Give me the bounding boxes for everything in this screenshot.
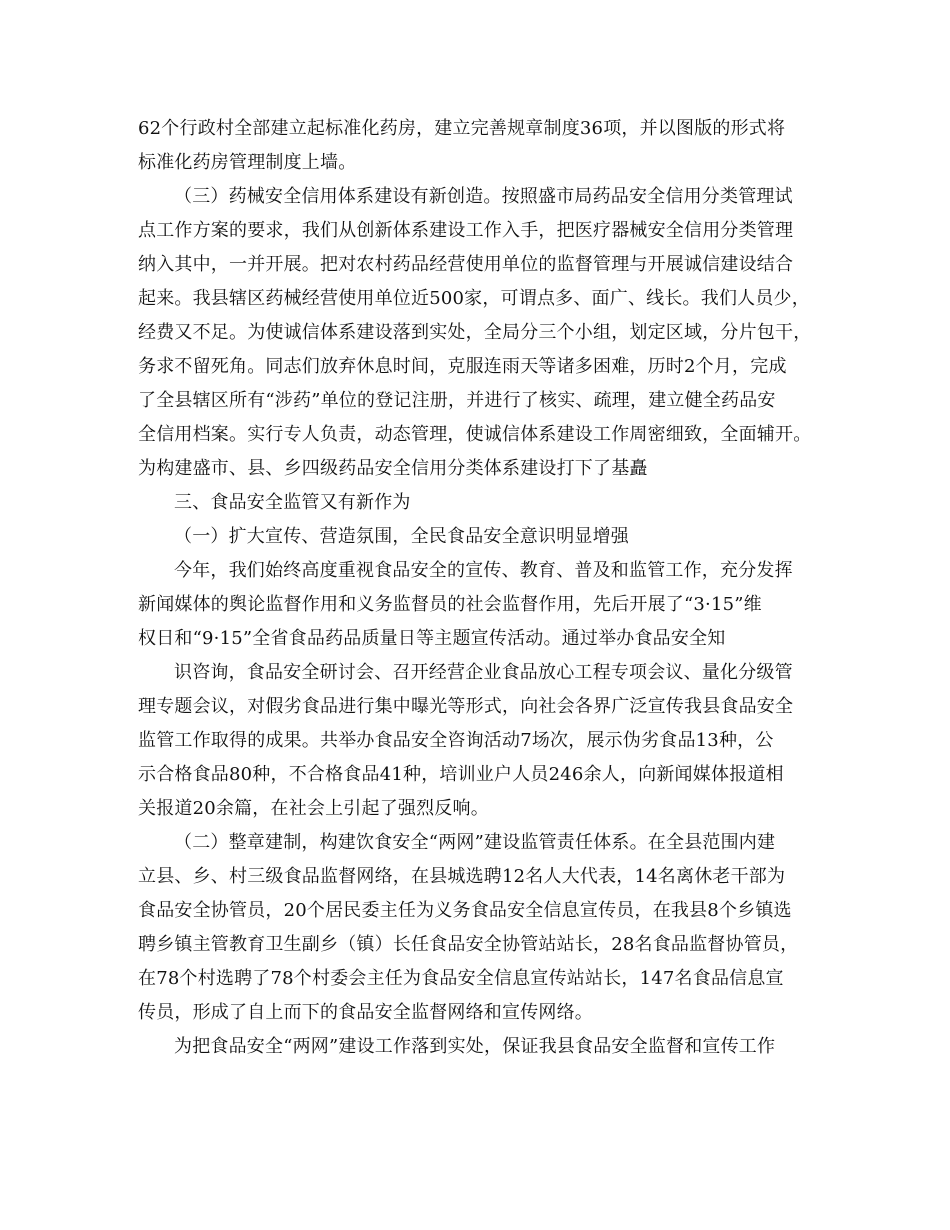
text-line: 传员，形成了自上而下的食品安全监督网络和宣传网络。	[138, 1002, 593, 1023]
text-line: 全信用档案。实行专人负责，动态管理，使诚信体系建设工作周密细致，全面辅开。	[138, 424, 812, 445]
text-line: 食品安全协管员，20个居民委主任为义务食品安全信息宣传员，在我县8个乡镇选	[138, 900, 792, 921]
paragraph-heading: （二）整章建制，构建饮食安全“两网”建设监管责任体系。在全县范围内建	[174, 832, 776, 853]
text-line: 为构建盛市、县、乡四级药品安全信用分类体系建设打下了基矗	[138, 458, 648, 479]
text-line: 经费又不足。为使诚信体系建设落到实处，全局分三个小组，划定区域，分片包干，	[138, 322, 812, 343]
subsection-heading: （一）扩大宣传、营造氛围，全民食品安全意识明显增强	[174, 526, 629, 547]
text-line: 62个行政村全部建立起标准化药房，建立完善规章制度36项，并以图版的形式将	[138, 118, 786, 139]
text-line: 监管工作取得的成果。共举办食品安全咨询活动7场次，展示伪劣食品13种，公	[138, 730, 774, 751]
paragraph-heading: （三）药械安全信用体系建设有新创造。按照盛市局药品安全信用分类管理试	[174, 186, 793, 207]
text-line: 今年，我们始终高度重视食品安全的宣传、教育、普及和监管工作，充分发挥	[174, 560, 793, 581]
text-line: 了全县辖区所有“涉药”单位的登记注册，并进行了核实、疏理，建立健全药品安	[138, 390, 776, 411]
text-line: 示合格食品80种，不合格食品41种，培训业户人员246余人，向新闻媒体报道相	[138, 764, 784, 785]
text-line: 点工作方案的要求，我们从创新体系建设工作入手，把医疗器械安全信用分类管理	[138, 220, 794, 241]
text-line: 新闻媒体的舆论监督作用和义务监督员的社会监督作用，先后开展了“3·15”维	[138, 594, 762, 615]
text-line: 务求不留死角。同志们放弃休息时间，克服连雨天等诸多困难，历时2个月，完成	[138, 356, 787, 377]
text-line: 聘乡镇主管教育卫生副乡（镇）长任食品安全协管站站长，28名食品监督协管员，	[138, 934, 799, 955]
text-line: 纳入其中，一并开展。把对农村药品经营使用单位的监督管理与开展诚信建设结合	[138, 254, 794, 275]
text-line: 识咨询，食品安全研讨会、召开经营企业食品放心工程专项会议、量化分级管	[174, 662, 793, 683]
text-line: 在78个村选聘了78个村委会主任为食品安全信息宣传站站长，147名食品信息宣	[138, 968, 784, 989]
text-line: 为把食品安全“两网”建设工作落到实处，保证我县食品安全监督和宣传工作	[174, 1036, 776, 1057]
text-line: 关报道20余篇，在社会上引起了强烈反响。	[138, 798, 489, 819]
text-line: 标准化药房管理制度上墙。	[138, 152, 357, 173]
text-line: 理专题会议，对假劣食品进行集中曝光等形式，向社会各界广泛宣传我县食品安全	[138, 696, 794, 717]
section-heading: 三、食品安全监管又有新作为	[174, 492, 411, 513]
text-line: 起来。我县辖区药械经营使用单位近500家，可谓点多、面广、线长。我们人员少，	[138, 288, 810, 309]
text-line: 立县、乡、村三级食品监督网络，在县城选聘12名人大代表，14名离休老干部为	[138, 866, 786, 887]
text-line: 权日和“9·15”全省食品药品质量日等主题宣传活动。通过举办食品安全知	[138, 628, 726, 649]
